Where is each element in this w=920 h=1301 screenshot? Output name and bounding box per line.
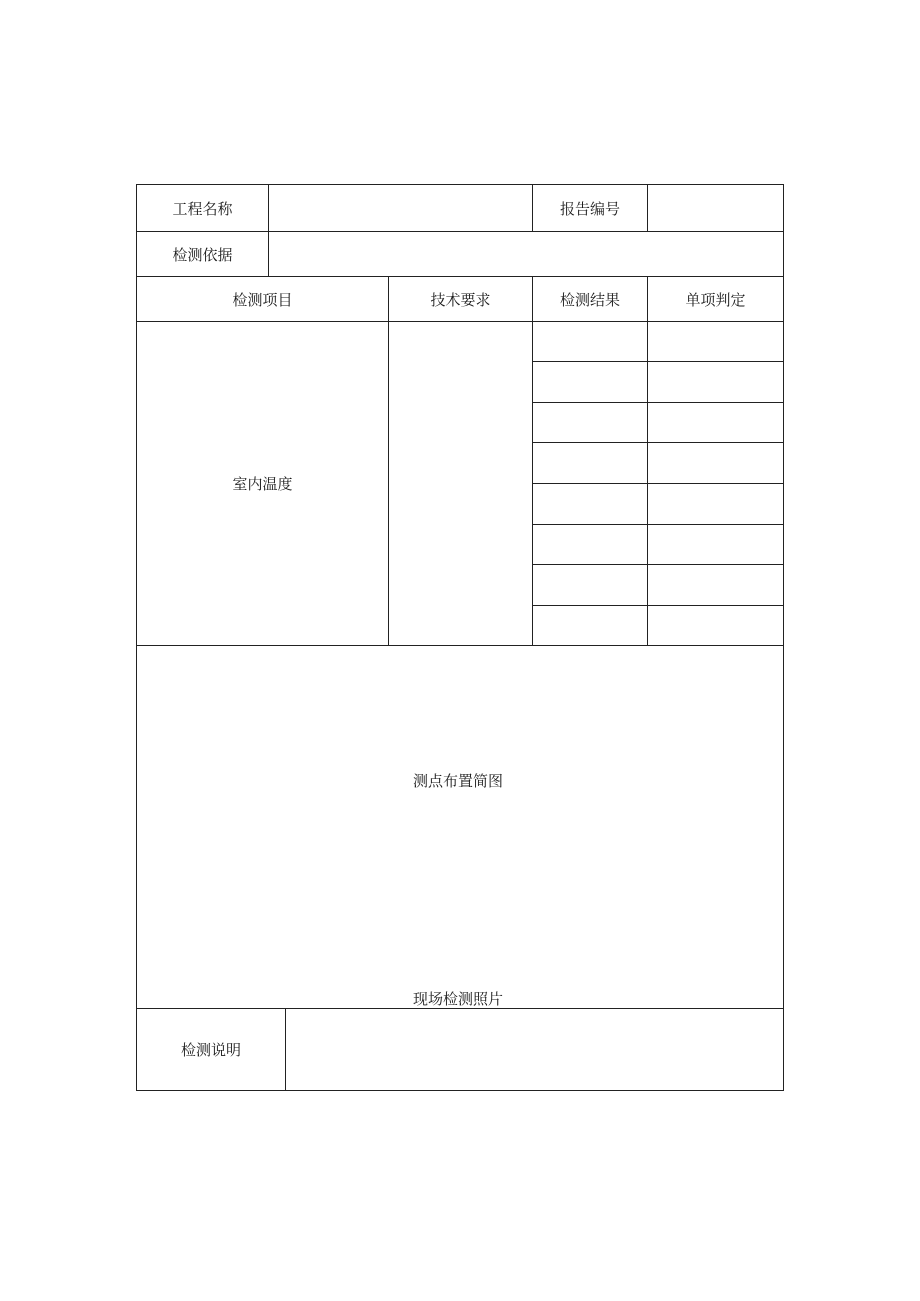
test-item-cell [136,321,389,646]
test-basis-field[interactable] [268,231,784,277]
result-cell-8[interactable] [532,605,648,646]
result-cell-1[interactable] [532,321,648,362]
judgement-cell-8[interactable] [647,605,784,646]
project-name-label [136,184,269,232]
diagram-photo-area [136,645,784,1009]
requirement-cell[interactable] [388,321,533,646]
test-item-text: 室内温度 [232,475,293,493]
judgement-cell-1[interactable] [647,321,784,362]
judgement-cell-3[interactable] [647,402,784,443]
header-test-item [136,276,389,322]
result-cell-6[interactable] [532,524,648,565]
report-number-field[interactable] [647,184,784,232]
header-result [532,276,648,322]
judgement-cell-5[interactable] [647,483,784,525]
site-photo-label: 现场检测照片 [413,990,504,1008]
test-notes-label [136,1008,286,1091]
judgement-cell-7[interactable] [647,564,784,606]
result-cell-4[interactable] [532,442,648,484]
result-cell-2[interactable] [532,361,648,403]
result-cell-3[interactable] [532,402,648,443]
header-result-text: 检测结果 [559,290,620,309]
judgement-cell-2[interactable] [647,361,784,403]
test-basis-label-text: 检测依据 [172,245,233,264]
judgement-cell-4[interactable] [647,442,784,484]
test-basis-label [136,231,269,277]
test-notes-field[interactable] [285,1008,784,1091]
header-requirement [388,276,533,322]
layout-diagram-label: 测点布置简图 [413,772,504,790]
report-number-label-text: 报告编号 [559,199,620,218]
header-requirement-text: 技术要求 [430,290,491,309]
result-cell-5[interactable] [532,483,648,525]
report-number-label [532,184,648,232]
test-notes-label-text: 检测说明 [180,1041,241,1059]
result-cell-7[interactable] [532,564,648,606]
header-judgement-text: 单项判定 [685,290,746,309]
header-judgement [647,276,784,322]
judgement-cell-6[interactable] [647,524,784,565]
project-name-field[interactable] [268,184,533,232]
project-name-label-text: 工程名称 [172,199,233,218]
header-test-item-text: 检测项目 [232,290,293,309]
